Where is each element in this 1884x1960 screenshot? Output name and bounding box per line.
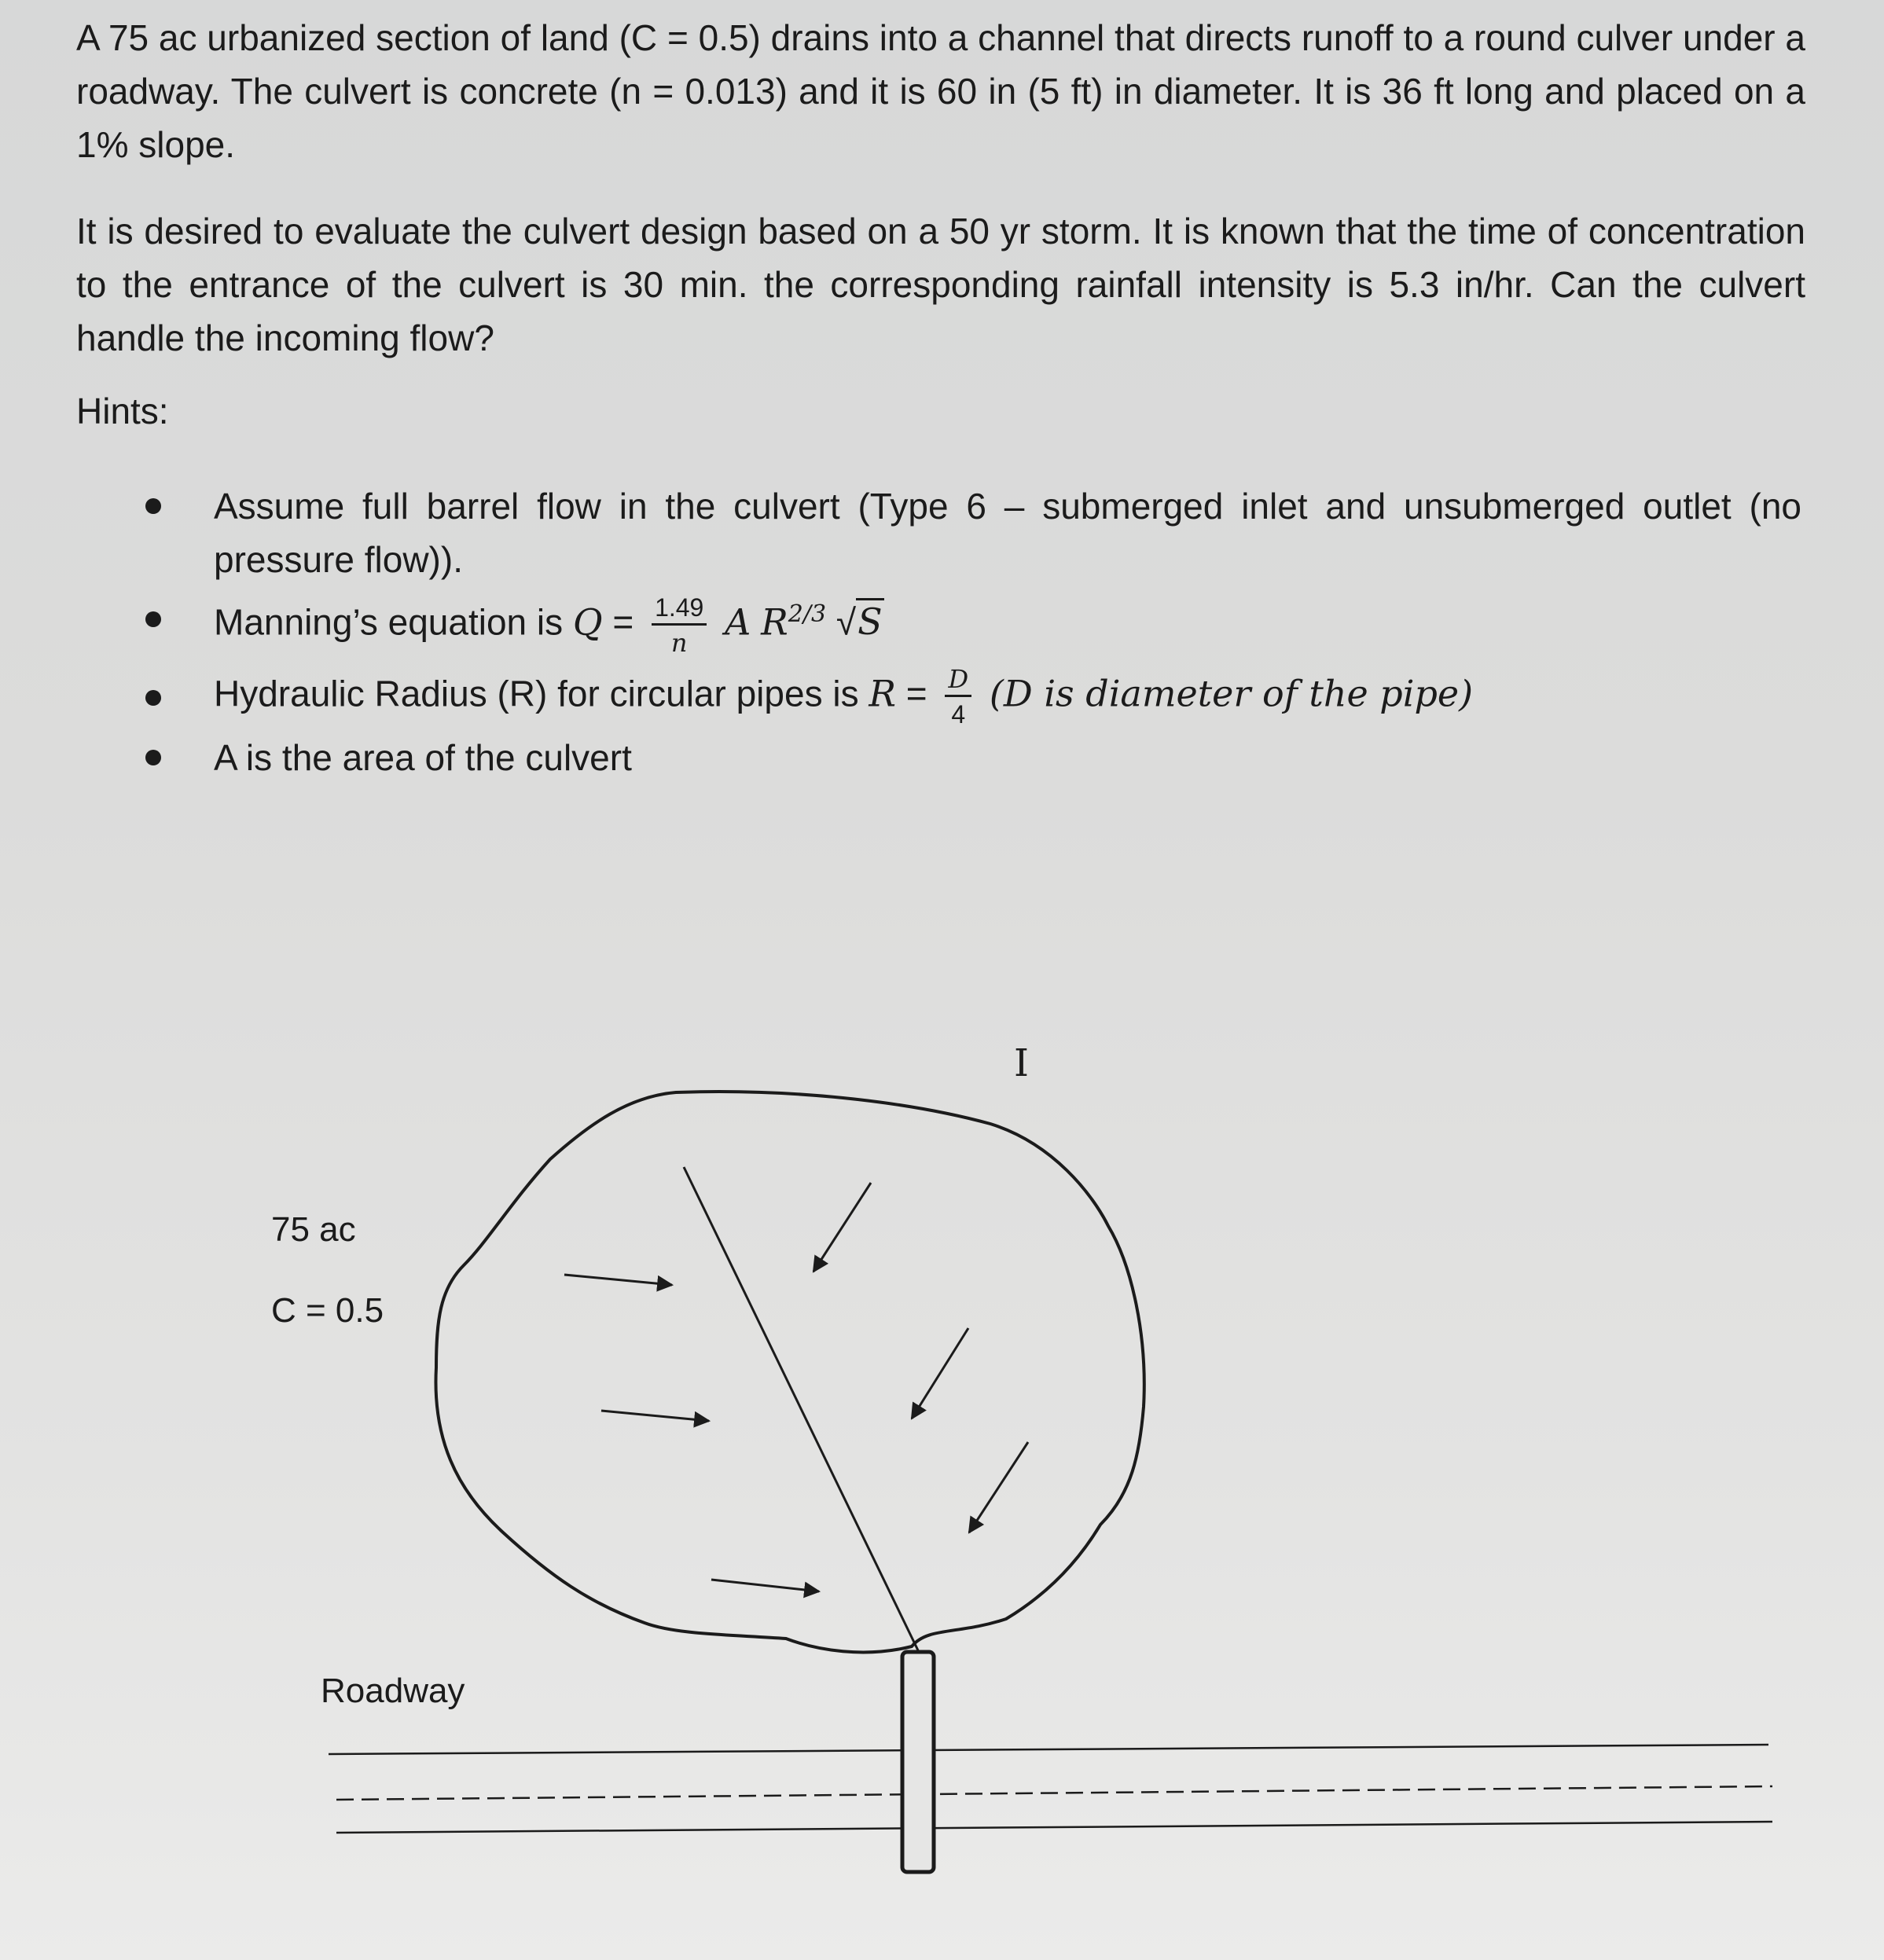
text-cursor-icon: I: [1014, 1041, 1029, 1085]
flow-arrow: [813, 1183, 871, 1272]
radius-numerator: D: [945, 666, 971, 697]
flow-arrow: [601, 1411, 709, 1421]
hint-text: A is the area of the culvert: [214, 737, 632, 778]
radius-denominator: 4: [951, 700, 966, 729]
hint-text: Assume full barrel flow in the culvert (Type 6 – submerged inlet and unsubmerged outlet (no pressure flow)).: [214, 486, 1801, 580]
roadway-edge-top: [329, 1745, 1768, 1754]
manning-area: A: [725, 600, 751, 644]
runoff-coefficient-label: C = 0.5: [271, 1291, 384, 1330]
area-label: 75 ac: [271, 1210, 356, 1249]
manning-equals: =: [612, 601, 634, 643]
manning-numerator: 1.49: [652, 595, 707, 626]
manning-exponent: 2/3: [788, 600, 827, 628]
flow-arrow: [711, 1580, 819, 1591]
culvert-pipe: [902, 1652, 934, 1872]
radius-equals: =: [905, 673, 927, 714]
flow-arrow: [969, 1442, 1028, 1532]
watershed-boundary: [435, 1092, 1144, 1652]
radius-note: (D is diameter of the pipe): [989, 672, 1474, 715]
manning-denominator: n: [670, 627, 688, 658]
sqrt-icon: √: [835, 601, 857, 643]
radius-r: R: [869, 672, 896, 715]
problem-paragraph-1: A 75 ac urbanized section of land (C = 0.5) drains into a channel that directs runoff to a round culver under a roadway. The culvert is concrete (n = 0.013) and it is 60 in (5 ft) in diameter. It is 36 ft long and placed on a 1% slope.: [76, 17, 1805, 165]
flow-arrow: [912, 1328, 968, 1419]
flow-arrow: [564, 1275, 672, 1285]
hints-title: Hints:: [76, 391, 169, 431]
manning-radius: R: [761, 600, 788, 644]
roadway-edge-bottom: [336, 1822, 1772, 1833]
roadway-label: Roadway: [321, 1672, 465, 1710]
radius-prefix: Hydraulic Radius (R) for circular pipes is: [214, 673, 869, 714]
manning-prefix: Manning’s equation is: [214, 601, 573, 643]
manning-slope: S: [856, 598, 884, 643]
drainage-channel: [684, 1167, 918, 1650]
problem-paragraph-2: It is desired to evaluate the culvert design based on a 50 yr storm. It is known that the time of concentration to the entrance of the culvert is 30 min. the corresponding rainfall intensity is 5.3 in/hr. Can the culvert handle the incoming flow?: [76, 211, 1805, 358]
manning-q: Q: [572, 600, 603, 644]
roadway-centerline: [336, 1786, 1772, 1800]
